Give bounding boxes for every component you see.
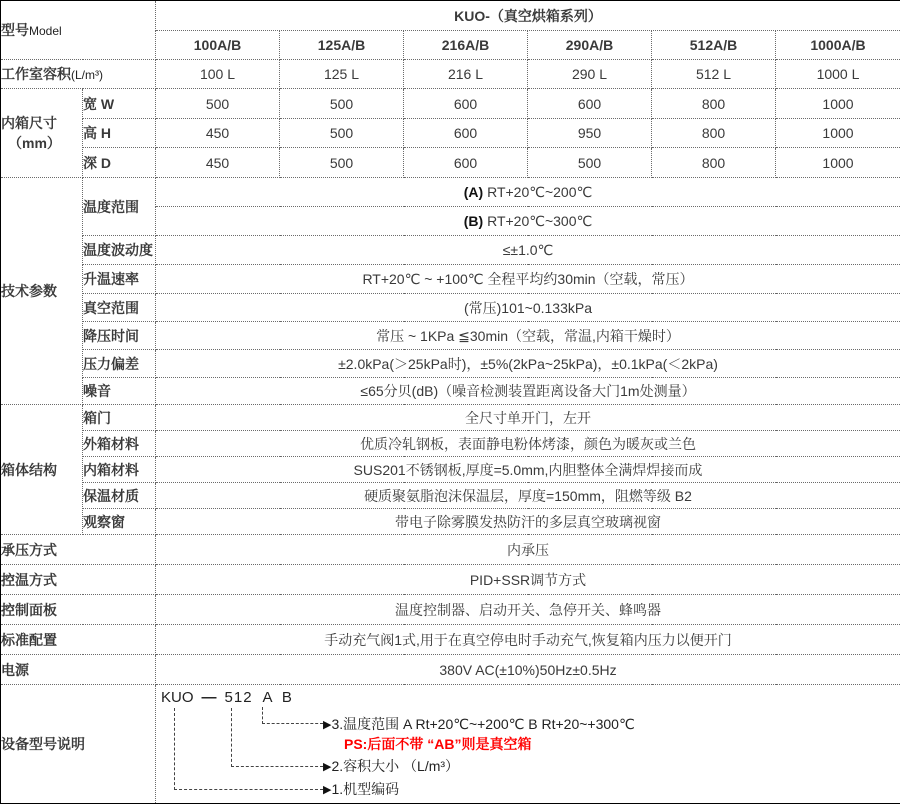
pressure-mode-label: 承压方式 (1, 535, 156, 565)
row-temp-fluctuation (1, 236, 900, 265)
model-label-en: Model (29, 24, 62, 38)
explain-item-1 (323, 781, 399, 798)
size-depth-value: 600 (404, 148, 528, 178)
size-height-value: 500 (280, 119, 404, 148)
depressurize-time-value: 常压 ~ 1KPa ≦30min（空载，常温,内箱干燥时） (156, 322, 900, 350)
temp-range-b-prefix: (B) (464, 213, 483, 229)
volume-value: 100 L (156, 60, 280, 89)
control-panel-label: 控制面板 (1, 595, 156, 625)
model-name: 216A/B (404, 31, 528, 60)
temp-range-b-value (156, 207, 900, 236)
size-width-value: 500 (156, 89, 280, 119)
door-label: 箱门 (83, 405, 156, 431)
row-power (1, 655, 900, 685)
size-width-value: 600 (404, 89, 528, 119)
row-model-explain (1, 685, 900, 804)
connector-line-number-h (231, 766, 323, 767)
inner-size-group-unit: （mm） (1, 133, 82, 153)
connector-line-suffix (262, 707, 263, 724)
model-label-zh: 型号 (1, 22, 29, 38)
model-header-cell (1, 1, 156, 60)
size-height-value: 800 (652, 119, 776, 148)
insulation-value: 硬质聚氨脂泡沫保温层，厚度=150mm，阻燃等级 B2 (156, 483, 900, 509)
arrow-icon: ▶ (323, 719, 331, 731)
row-standard-config (1, 625, 900, 655)
size-depth-value: 500 (280, 148, 404, 178)
volume-label-cell (1, 60, 156, 89)
size-height-value: 1000 (776, 119, 900, 148)
inner-material-value: SUS201不锈钢板,厚度=5.0mm,内胆整体全满焊焊接而成 (156, 457, 900, 483)
connector-line-number (231, 708, 232, 767)
code-suffix: A B (263, 689, 295, 706)
explain-item-3 (323, 716, 635, 733)
row-series-header (1, 1, 900, 31)
arrow-icon: ▶ (323, 784, 331, 796)
model-name: 1000A/B (776, 31, 900, 60)
size-height-value: 950 (528, 119, 652, 148)
model-explain-cell (156, 685, 900, 804)
arrow-icon: ▶ (323, 761, 331, 773)
power-value: 380V AC(±10%)50Hz±0.5Hz (156, 655, 900, 685)
series-title: KUO-（真空烘箱系列） (156, 1, 900, 31)
temp-range-b-text: RT+20℃~300℃ (483, 213, 592, 229)
temp-control-label: 控温方式 (1, 565, 156, 595)
window-value: 带电子除雾膜发热防汗的多层真空玻璃视窗 (156, 509, 900, 535)
standard-config-value: 手动充气阀1式,用于在真空停电时手动充气,恢复箱内压力以便开门 (156, 625, 900, 655)
size-depth-value: 1000 (776, 148, 900, 178)
model-code-line (161, 689, 295, 706)
size-width-value: 1000 (776, 89, 900, 119)
temp-range-a-value (156, 178, 900, 207)
model-name: 512A/B (652, 31, 776, 60)
volume-value: 216 L (404, 60, 528, 89)
size-depth-value: 450 (156, 148, 280, 178)
temp-range-label: 温度范围 (83, 178, 156, 236)
code-dash: — (202, 689, 217, 706)
size-depth-value: 800 (652, 148, 776, 178)
pressure-mode-value: 内承压 (156, 535, 900, 565)
power-label: 电源 (1, 655, 156, 685)
row-depressurize-time (1, 322, 900, 350)
row-inner-material (1, 457, 900, 483)
size-width-value: 800 (652, 89, 776, 119)
model-code-diagram (156, 685, 900, 803)
noise-label: 噪音 (83, 378, 156, 405)
row-door (1, 405, 900, 431)
row-control-panel (1, 595, 900, 625)
noise-value: ≤65分贝(dB)（噪音检测装置距离设备大门1m处测量） (156, 378, 900, 405)
window-label: 观察窗 (83, 509, 156, 535)
volume-value: 1000 L (776, 60, 900, 89)
volume-value: 290 L (528, 60, 652, 89)
size-width-value: 500 (280, 89, 404, 119)
row-window (1, 509, 900, 535)
standard-config-label: 标准配置 (1, 625, 156, 655)
explain-item-1-text: 1.机型编码 (331, 781, 399, 797)
row-volume (1, 60, 900, 89)
volume-value: 512 L (652, 60, 776, 89)
size-width-label: 宽 W (83, 89, 156, 119)
explain-item-2-text: 2.容积大小 （L/m³） (331, 758, 459, 774)
code-brand: KUO (161, 689, 194, 706)
ps-note: PS:后面不带 “AB”则是真空箱 (344, 736, 531, 752)
connector-line-brand-h (174, 789, 323, 790)
size-depth-value: 500 (528, 148, 652, 178)
size-depth-label: 深 D (83, 148, 156, 178)
row-noise (1, 378, 900, 405)
vacuum-range-label: 真空范围 (83, 294, 156, 322)
pressure-deviation-value: ±2.0kPa(＞25kPa时)，±5%(2kPa~25kPa)，±0.1kPa(＜2kPa) (156, 350, 900, 378)
size-height-value: 450 (156, 119, 280, 148)
code-number: 512 (225, 689, 253, 706)
explain-item-3-text: 3.温度范围 A Rt+20℃~+200℃ B Rt+20~+300℃ (331, 716, 634, 732)
inner-material-label: 内箱材料 (83, 457, 156, 483)
control-panel-value: 温度控制器、启动开关、急停开关、蜂鸣器 (156, 595, 900, 625)
size-height-value: 600 (404, 119, 528, 148)
row-temp-range-a (1, 178, 900, 207)
connector-line-brand (174, 708, 175, 790)
outer-material-label: 外箱材料 (83, 431, 156, 457)
outer-material-value: 优质冷轧钢板，表面静电粉体烤漆，颜色为暖灰或兰色 (156, 431, 900, 457)
row-insulation (1, 483, 900, 509)
temp-range-a-prefix: (A) (464, 184, 483, 200)
row-heating-rate (1, 265, 900, 294)
model-name: 290A/B (528, 31, 652, 60)
insulation-label: 保温材质 (83, 483, 156, 509)
connector-line-suffix-h (262, 723, 323, 724)
temp-control-value: PID+SSR调节方式 (156, 565, 900, 595)
inner-size-group-zh: 内箱尺寸 (1, 115, 57, 131)
model-name: 100A/B (156, 31, 280, 60)
tech-group-label: 技术参数 (1, 178, 83, 405)
size-height-label: 高 H (83, 119, 156, 148)
temp-fluctuation-value: ≤±1.0℃ (156, 236, 900, 265)
row-pressure-deviation (1, 350, 900, 378)
volume-label: 工作室容积 (1, 66, 71, 82)
inner-size-group-label (1, 89, 83, 178)
row-pressure-mode (1, 535, 900, 565)
volume-unit: (L/m³) (71, 68, 103, 82)
door-value: 全尺寸单开门，左开 (156, 405, 900, 431)
model-name: 125A/B (280, 31, 404, 60)
cabinet-group-label: 箱体结构 (1, 405, 83, 535)
size-width-value: 600 (528, 89, 652, 119)
vacuum-range-value: (常压)101~0.133kPa (156, 294, 900, 322)
volume-value: 125 L (280, 60, 404, 89)
temp-range-a-text: RT+20℃~200℃ (483, 184, 592, 200)
explain-item-2 (323, 758, 459, 775)
row-size-depth (1, 148, 900, 178)
depressurize-time-label: 降压时间 (83, 322, 156, 350)
heating-rate-label: 升温速率 (83, 265, 156, 294)
row-vacuum-range (1, 294, 900, 322)
pressure-deviation-label: 压力偏差 (83, 350, 156, 378)
row-outer-material (1, 431, 900, 457)
temp-fluctuation-label: 温度波动度 (83, 236, 156, 265)
row-temp-control (1, 565, 900, 595)
row-size-height (1, 119, 900, 148)
row-size-width (1, 89, 900, 119)
heating-rate-value: RT+20℃ ~ +100℃ 全程平均约30min（空载，常压） (156, 265, 900, 294)
model-explain-label: 设备型号说明 (1, 685, 156, 804)
